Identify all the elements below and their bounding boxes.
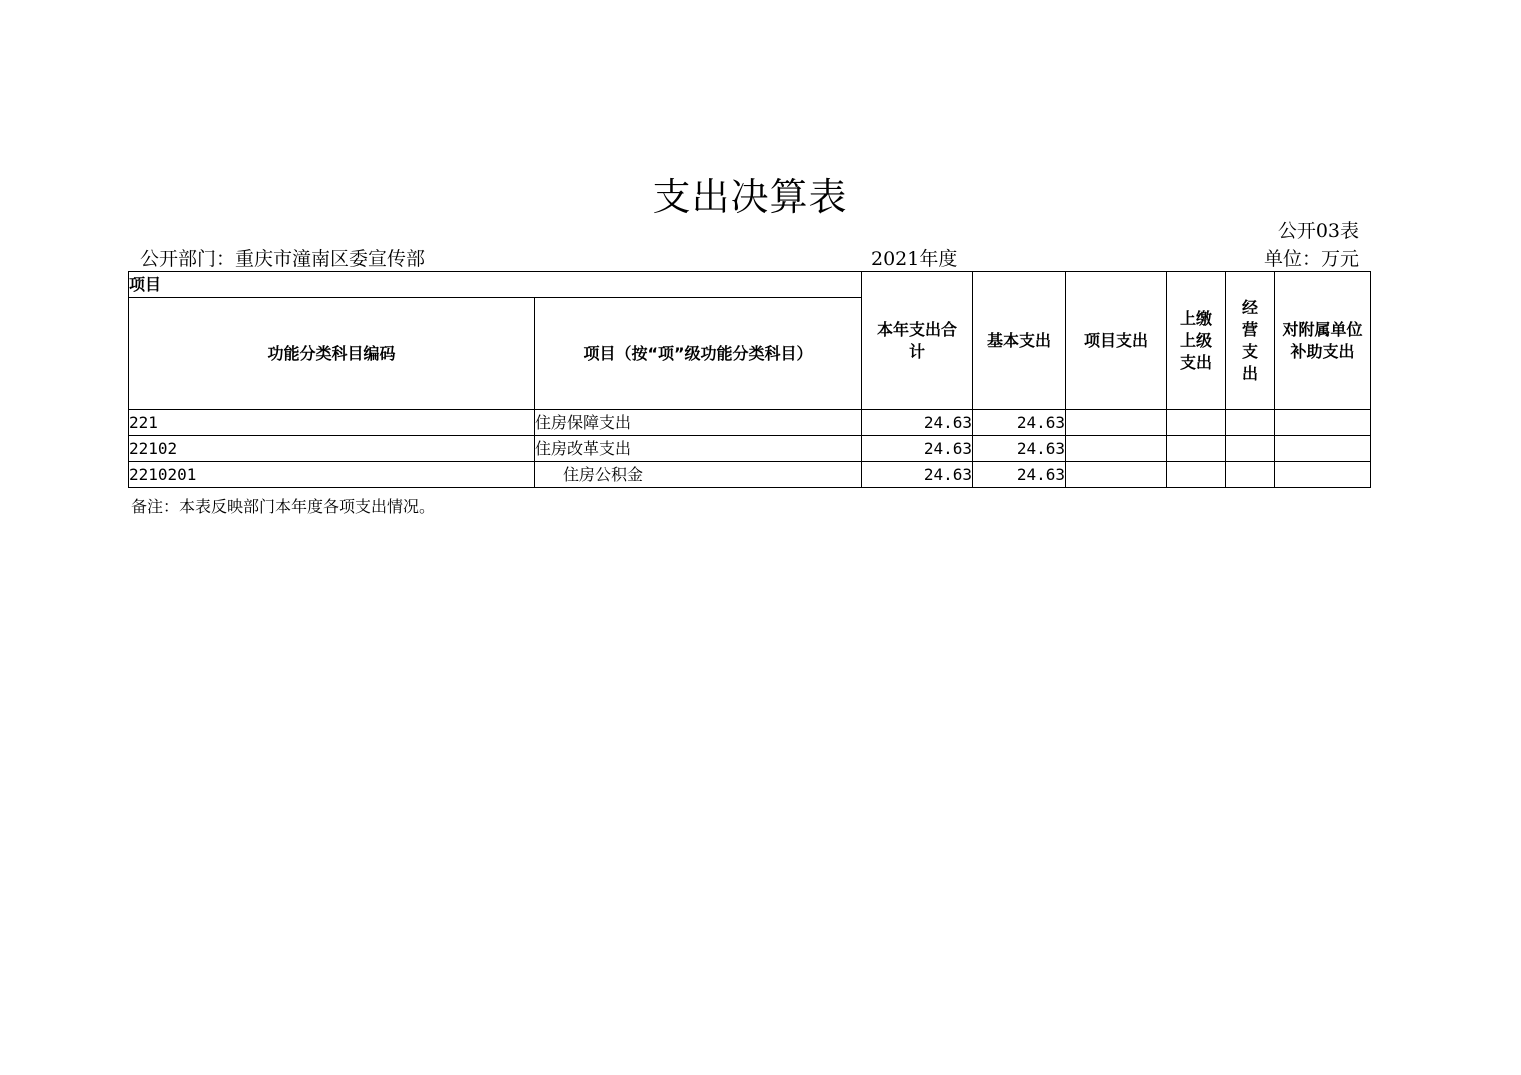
header-business (1226, 272, 1275, 410)
row-name: 住房保障支出 (535, 410, 862, 436)
row-business (1226, 410, 1275, 436)
header-group-project: 项目 (129, 272, 862, 298)
header-upper-text: 上缴上级支出 (1180, 308, 1213, 372)
row-code: 221 (129, 410, 535, 436)
row-code: 2210201 (129, 462, 535, 488)
row-total: 24.63 (862, 436, 973, 462)
row-basic: 24.63 (973, 410, 1066, 436)
header-upper (1167, 272, 1226, 410)
row-project (1066, 462, 1167, 488)
row-total: 24.63 (862, 410, 973, 436)
row-basic: 24.63 (973, 436, 1066, 462)
row-name: 住房改革支出 (535, 436, 862, 462)
header-total (862, 272, 973, 410)
row-name: 住房公积金 (535, 462, 862, 488)
row-subsidy (1275, 462, 1371, 488)
row-project (1066, 436, 1167, 462)
header-subsidy (1275, 272, 1371, 410)
header-code: 功能分类科目编码 (129, 298, 535, 410)
row-business (1226, 462, 1275, 488)
table-row (129, 462, 1371, 488)
row-upper (1167, 462, 1226, 488)
header-project: 项目支出 (1066, 272, 1167, 410)
row-project (1066, 410, 1167, 436)
fiscal-year: 2021年度 (871, 248, 958, 270)
page-title: 支出决算表 (652, 175, 848, 219)
header-name: 项目（按“项”级功能分类科目） (535, 298, 862, 410)
header-total-text: 本年支出合计 (877, 319, 958, 361)
form-number: 公开03表 (1277, 220, 1359, 242)
row-business (1226, 436, 1275, 462)
header-subsidy-text: 对附属单位补助支出 (1282, 319, 1363, 361)
department-label: 公开部门：重庆市潼南区委宣传部 (140, 248, 426, 270)
header-basic: 基本支出 (973, 272, 1066, 410)
row-code: 22102 (129, 436, 535, 462)
table-row (129, 410, 1371, 436)
unit-label: 单位：万元 (1263, 248, 1359, 270)
row-subsidy (1275, 436, 1371, 462)
row-subsidy (1275, 410, 1371, 436)
table-row (129, 436, 1371, 462)
row-basic: 24.63 (973, 462, 1066, 488)
row-total: 24.63 (862, 462, 973, 488)
header-business-text: 经营支出 (1242, 297, 1259, 383)
row-upper (1167, 410, 1226, 436)
table-note: 备注：本表反映部门本年度各项支出情况。 (131, 497, 436, 516)
expenditure-table (128, 271, 1371, 488)
row-upper (1167, 436, 1226, 462)
